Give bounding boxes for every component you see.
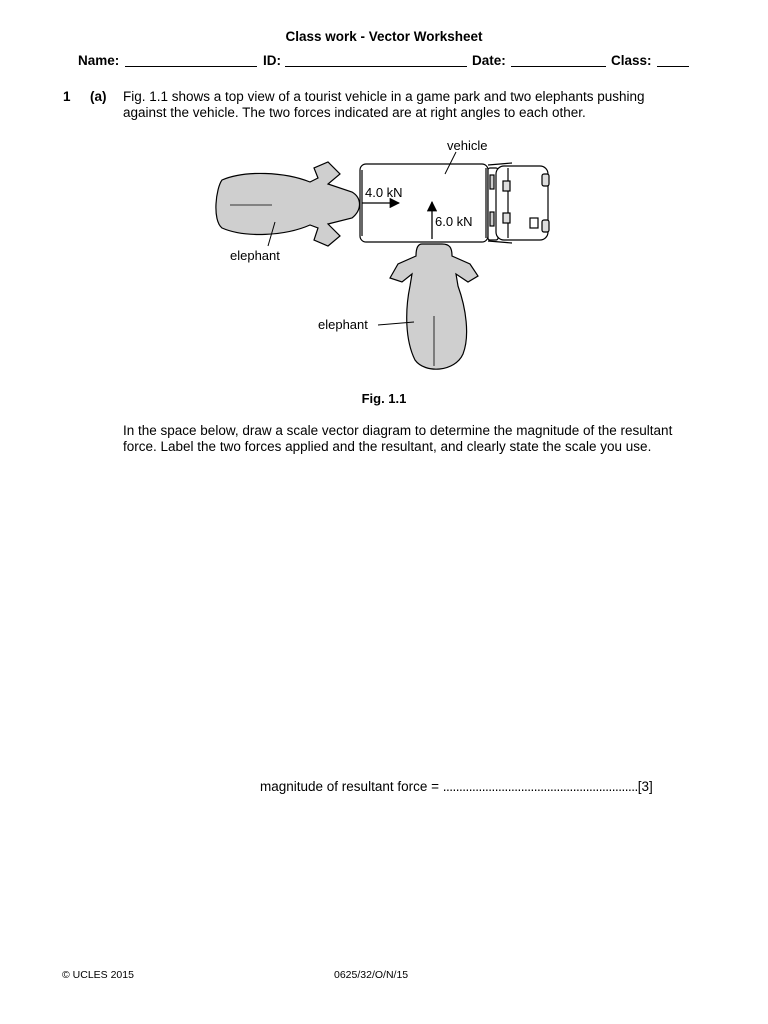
answer-field[interactable]: ............................................................ xyxy=(442,779,638,794)
student-info-row xyxy=(78,51,718,71)
worksheet-title: Class work - Vector Worksheet xyxy=(285,29,483,44)
question-intro-line-2: against the vehicle. The two forces indicated are at right angles to each other. xyxy=(123,105,586,120)
name-label: Name: xyxy=(78,53,120,68)
footer-paper-code: 0625/32/O/N/15 xyxy=(334,969,409,981)
vehicle-label: vehicle xyxy=(447,140,488,153)
answer-row xyxy=(260,779,653,794)
question-intro-line-1: Fig. 1.1 shows a top view of a tourist vehicle in a game park and two elephants pushing xyxy=(123,89,645,104)
marks-label: [3] xyxy=(637,779,653,794)
left-elephant-label: elephant xyxy=(230,248,280,263)
force-label-4kn: 4.0 kN xyxy=(365,185,403,200)
force-label-6kn: 6.0 kN xyxy=(435,214,473,229)
id-field[interactable] xyxy=(285,66,467,67)
instruction-line-2: force. Label the two forces applied and the resultant, and clearly state the scale you use. xyxy=(123,439,652,454)
question-part: (a) xyxy=(90,89,107,104)
figure-vehicle-elephants xyxy=(190,140,560,375)
date-label: Date: xyxy=(472,53,506,68)
drawing-answer-area[interactable] xyxy=(123,470,703,765)
bottom-elephant-label: elephant xyxy=(318,317,368,332)
class-label: Class: xyxy=(611,53,652,68)
id-label: ID: xyxy=(263,53,281,68)
bottom-elephant-illustration xyxy=(390,244,478,369)
date-field[interactable] xyxy=(511,66,606,67)
left-elephant-illustration xyxy=(216,162,360,246)
class-field[interactable] xyxy=(657,66,689,67)
name-field[interactable] xyxy=(125,66,257,67)
answer-label: magnitude of resultant force = xyxy=(260,779,439,794)
figure-caption: Fig. 1.1 xyxy=(361,391,407,406)
instruction-line-1: In the space below, draw a scale vector diagram to determine the magnitude of the resultant xyxy=(123,423,673,438)
footer-copyright: © UCLES 2015 xyxy=(62,969,134,981)
question-number: 1 xyxy=(63,89,71,104)
